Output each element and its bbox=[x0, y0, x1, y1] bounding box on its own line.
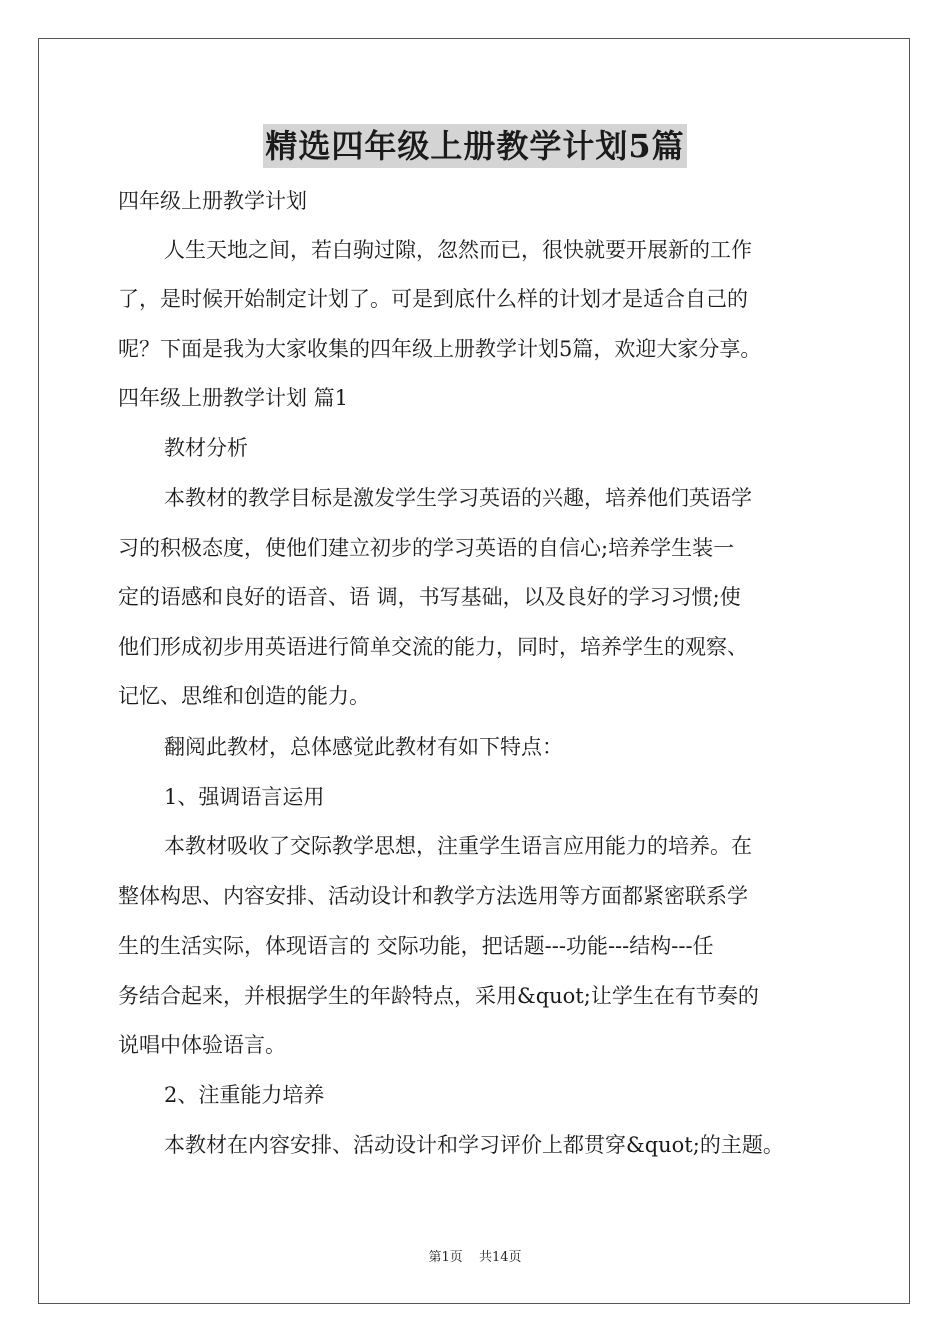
paragraph-line: 本教材吸收了交际教学思想，注重学生语言应用能力的培养。在 bbox=[164, 834, 752, 858]
section-heading: 四年级上册教学计划 bbox=[118, 189, 307, 213]
title-container bbox=[0, 124, 950, 168]
page-border bbox=[38, 38, 910, 1304]
paragraph-line: 记忆、思维和创造的能力。 bbox=[118, 684, 370, 708]
page-number: 第1页 bbox=[428, 1250, 463, 1265]
document-title: 精选四年级上册教学计划5篇 bbox=[263, 124, 686, 168]
paragraph-line: 他们形成初步用英语进行简单交流的能力，同时，培养学生的观察、 bbox=[118, 635, 748, 659]
paragraph-line: 呢？下面是我为大家收集的四年级上册教学计划5篇，欢迎大家分享。 bbox=[118, 337, 762, 361]
subheading: 2、注重能力培养 bbox=[164, 1083, 325, 1107]
subheading: 教材分析 bbox=[164, 436, 248, 460]
section-heading: 四年级上册教学计划 篇1 bbox=[118, 386, 349, 410]
subheading: 1、强调语言运用 bbox=[164, 785, 325, 809]
page-footer bbox=[0, 1246, 950, 1265]
page-total: 共14页 bbox=[478, 1250, 522, 1265]
paragraph-line: 定的语感和良好的语音、语 调，书写基础，以及良好的学习习惯;使 bbox=[118, 585, 741, 609]
paragraph-line: 生的生活实际，体现语言的 交际功能，把话题---功能---结构---任 bbox=[118, 934, 714, 958]
paragraph-line: 习的积极态度，使他们建立初步的学习英语的自信心;培养学生装一 bbox=[118, 536, 735, 560]
paragraph-line: 翻阅此教材，总体感觉此教材有如下特点： bbox=[164, 735, 563, 759]
paragraph-line: 了，是时候开始制定计划了。可是到底什么样的计划才是适合自己的 bbox=[118, 287, 748, 311]
paragraph-line: 说唱中体验语言。 bbox=[118, 1033, 286, 1057]
paragraph-line: 本教材在内容安排、活动设计和学习评价上都贯穿&quot;的主题。 bbox=[164, 1133, 784, 1157]
paragraph-line: 务结合起来，并根据学生的年龄特点，采用&quot;让学生在有节奏的 bbox=[118, 984, 759, 1008]
paragraph-line: 本教材的教学目标是激发学生学习英语的兴趣，培养他们英语学 bbox=[164, 486, 752, 510]
paragraph-line: 整体构思、内容安排、活动设计和教学方法选用等方面都紧密联系学 bbox=[118, 884, 748, 908]
paragraph-line: 人生天地之间，若白驹过隙，忽然而已，很快就要开展新的工作 bbox=[164, 238, 752, 262]
